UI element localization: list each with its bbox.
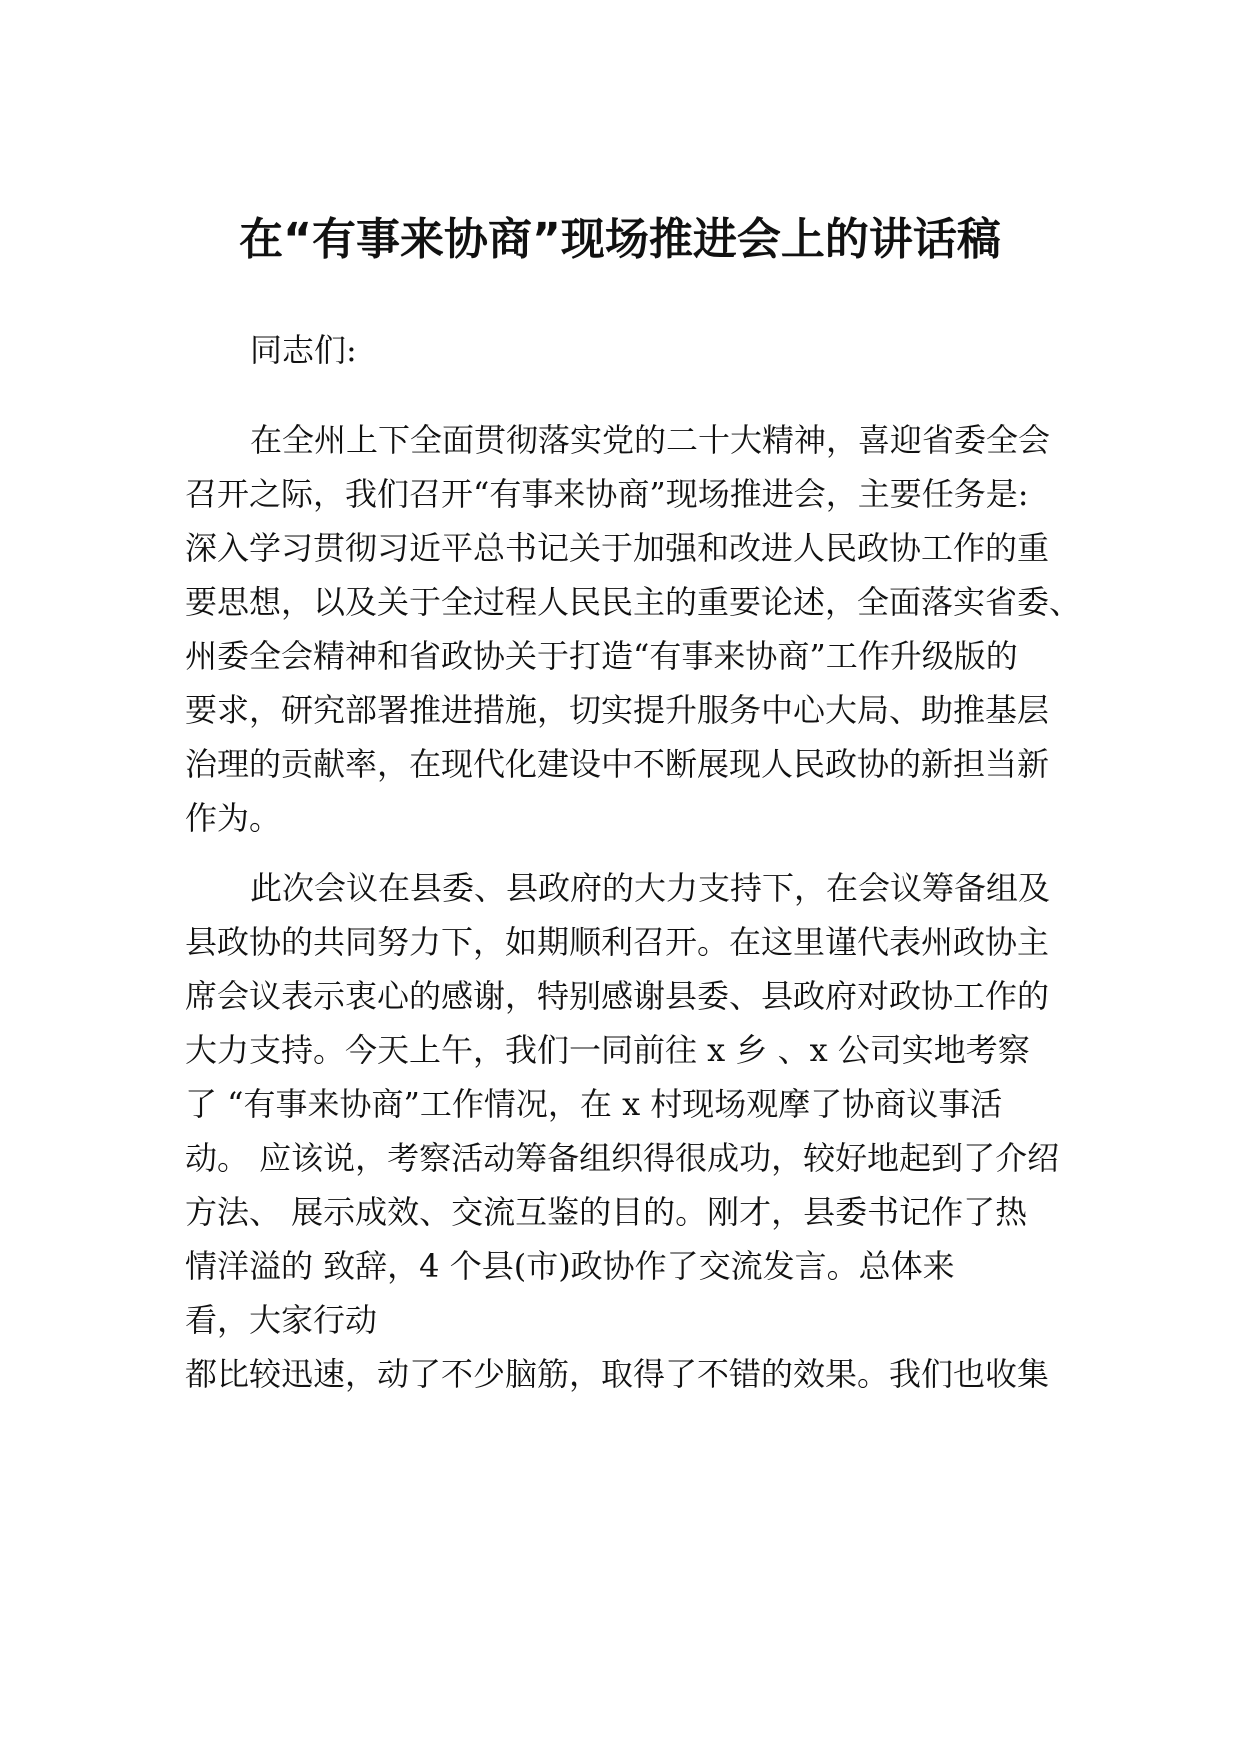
paragraph2-line: 都比较迅速，动了不少脑筋，取得了不错的效果。我们也收集 [185, 1355, 1050, 1393]
paragraph2-line: 席会议表示衷心的感谢，特别感谢县委、县政府对政协工作的 [185, 977, 1050, 1015]
paragraph2-line: 动。 应该说，考察活动筹备组织得很成功，较好地起到了介绍 [185, 1139, 1060, 1177]
paragraph1-line: 治理的贡献率，在现代化建设中不断展现人民政协的新担当新 [185, 745, 1050, 783]
paragraph2-line: 此次会议在县委、县政府的大力支持下，在会议筹备组及 [250, 869, 1051, 907]
paragraph1-line: 要求，研究部署推进措施，切实提升服务中心大局、助推基层 [185, 691, 1050, 729]
paragraph2-line: 了 “有事来协商”工作情况，在 x 村现场观摩了协商议事活 [185, 1085, 1003, 1123]
document-title: 在“有事来协商”现场推进会上的讲话稿 [239, 214, 1001, 265]
paragraph2-line: 大力支持。今天上午，我们一同前往 x 乡 、x 公司实地考察 [185, 1031, 1030, 1069]
paragraph1-line: 召开之际，我们召开“有事来协商”现场推进会，主要任务是: [185, 475, 1029, 513]
salutation: 同志们: [250, 331, 357, 369]
paragraph2-line: 县政协的共同努力下，如期顺利召开。在这里谨代表州政协主 [185, 923, 1050, 961]
paragraph2-line: 看，大家行动 [185, 1301, 378, 1339]
paragraph2-line: 方法、 展示成效、交流互鉴的目的。刚才，县委书记作了热 [185, 1193, 1028, 1231]
paragraph2-line: 情洋溢的 致辞，4 个县(市)政协作了交流发言。总体来 [185, 1247, 955, 1285]
paragraph1-line: 深入学习贯彻习近平总书记关于加强和改进人民政协工作的重 [185, 529, 1050, 567]
paragraph1-line: 作为。 [185, 799, 282, 837]
paragraph1-line: 要思想，以及关于全过程人民民主的重要论述，全面落实省委、 [185, 583, 1082, 621]
paragraph1-line: 州委全会精神和省政协关于打造“有事来协商”工作升级版的 [185, 637, 1018, 675]
paragraph1-line: 在全州上下全面贯彻落实党的二十大精神，喜迎省委全会 [250, 421, 1051, 459]
